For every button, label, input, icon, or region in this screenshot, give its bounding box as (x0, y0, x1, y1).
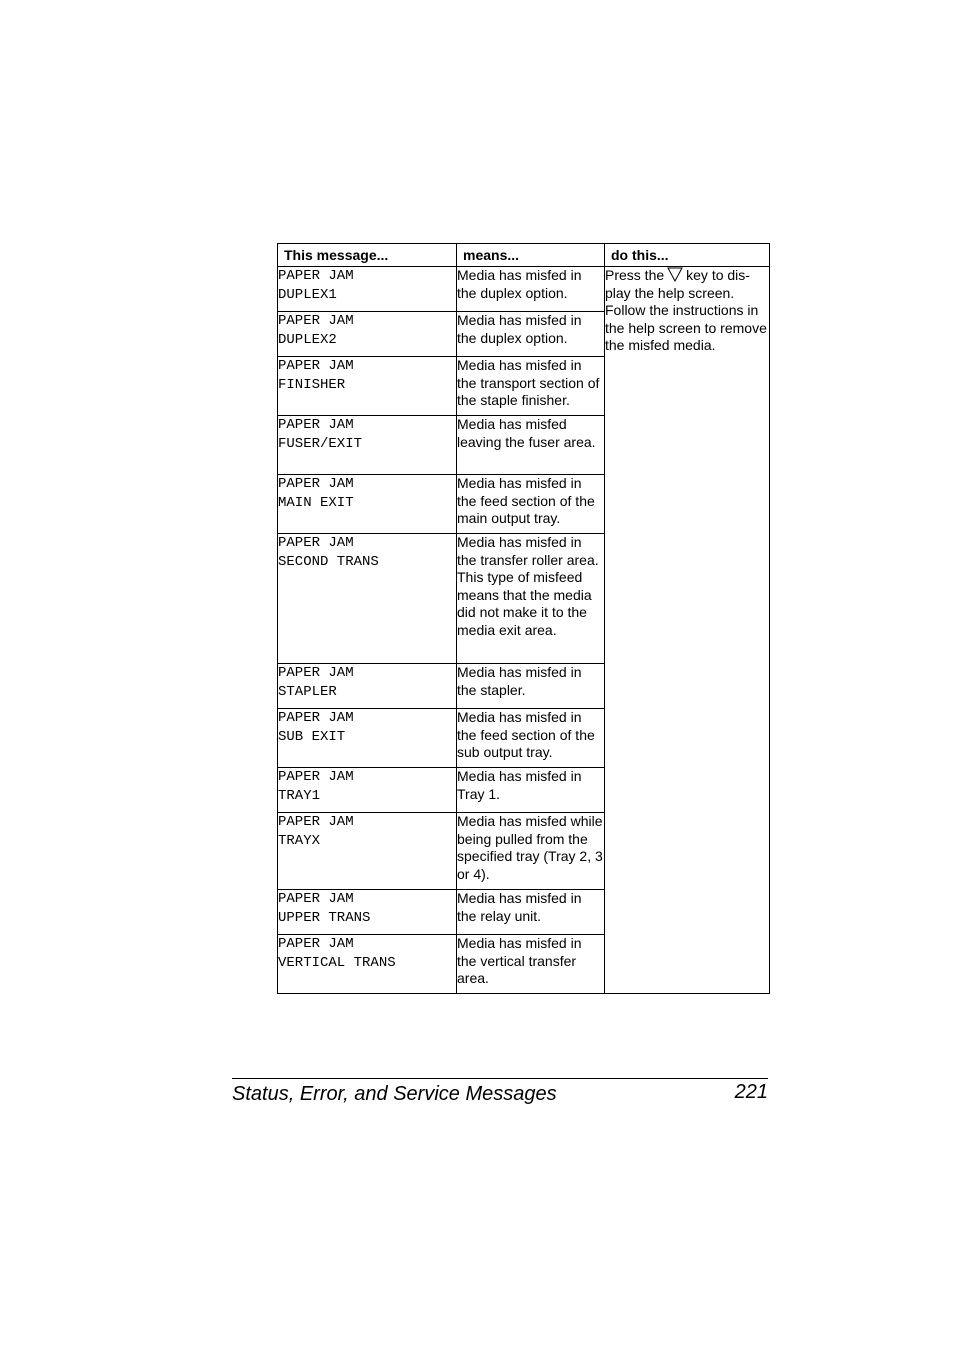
message-cell (278, 475, 457, 534)
table-body (278, 267, 770, 994)
means-cell: Media has misfed while being pulled from the specified tray (Tray 2, 3 or 4). (457, 813, 605, 890)
message-line: PAPER JAM (278, 936, 354, 952)
message-cell (278, 813, 457, 890)
message-line: PAPER JAM (278, 313, 354, 329)
action-text-after-key: key to dis-play the help screen. Follow the instructions in the help screen to remove the misfed media. (605, 267, 767, 353)
means-cell: Media has misfed in Tray 1. (457, 768, 605, 813)
message-line: PAPER JAM (278, 891, 354, 907)
footer-rule (232, 1078, 768, 1079)
message-line: PAPER JAM (278, 476, 354, 492)
header-action: do this... (605, 244, 770, 267)
message-line: PAPER JAM (278, 814, 354, 830)
footer-title: Status, Error, and Service Messages (232, 1083, 557, 1105)
action-cell (605, 267, 770, 994)
message-cell (278, 709, 457, 768)
means-cell: Media has misfed in the feed section of the sub output tray. (457, 709, 605, 768)
message-cell (278, 267, 457, 312)
message-line: TRAYX (278, 833, 321, 849)
message-cell (278, 534, 457, 664)
action-text-before-key: Press the (605, 267, 665, 283)
message-line: PAPER JAM (278, 358, 354, 374)
message-line: VERTICAL TRANS (278, 955, 396, 971)
message-line: FINISHER (278, 377, 346, 393)
means-cell: Media has misfed in the duplex option. (457, 267, 605, 312)
means-cell: Media has misfed in the feed section of the main output tray. (457, 475, 605, 534)
means-cell: Media has misfed in the transport section of the staple finisher. (457, 357, 605, 416)
means-cell: Media has misfed leaving the fuser area. (457, 416, 605, 475)
messages-table (277, 243, 770, 994)
means-cell: Media has misfed in the duplex option. (457, 312, 605, 357)
message-cell (278, 768, 457, 813)
message-line: STAPLER (278, 684, 337, 700)
message-cell (278, 357, 457, 416)
means-cell: Media has misfed in the transfer roller area. This type of misfeed means that the media did not make it to the media exit area. (457, 534, 605, 664)
message-line: PAPER JAM (278, 769, 354, 785)
message-line: PAPER JAM (278, 710, 354, 726)
header-message: This message... (278, 244, 457, 267)
message-line: PAPER JAM (278, 417, 354, 433)
header-means: means... (457, 244, 605, 267)
message-line: FUSER/EXIT (278, 436, 363, 452)
message-line: SECOND TRANS (278, 554, 379, 570)
message-line: UPPER TRANS (278, 910, 371, 926)
means-cell: Media has misfed in the relay unit. (457, 890, 605, 935)
message-cell (278, 664, 457, 709)
message-line: TRAY1 (278, 788, 321, 804)
message-cell (278, 935, 457, 994)
message-line: DUPLEX1 (278, 287, 337, 303)
means-cell: Media has misfed in the vertical transfer area. (457, 935, 605, 994)
message-line: DUPLEX2 (278, 332, 337, 348)
message-line: PAPER JAM (278, 665, 354, 681)
message-line: SUB EXIT (278, 729, 346, 745)
message-line: PAPER JAM (278, 535, 354, 551)
message-cell (278, 416, 457, 475)
message-line: MAIN EXIT (278, 495, 354, 511)
table-row (278, 267, 770, 312)
message-line: PAPER JAM (278, 268, 354, 284)
means-cell: Media has misfed in the stapler. (457, 664, 605, 709)
page-number: 221 (734, 1081, 768, 1103)
down-triangle-key-icon (667, 267, 683, 282)
message-cell (278, 312, 457, 357)
message-cell (278, 890, 457, 935)
table-header-row (278, 244, 770, 267)
